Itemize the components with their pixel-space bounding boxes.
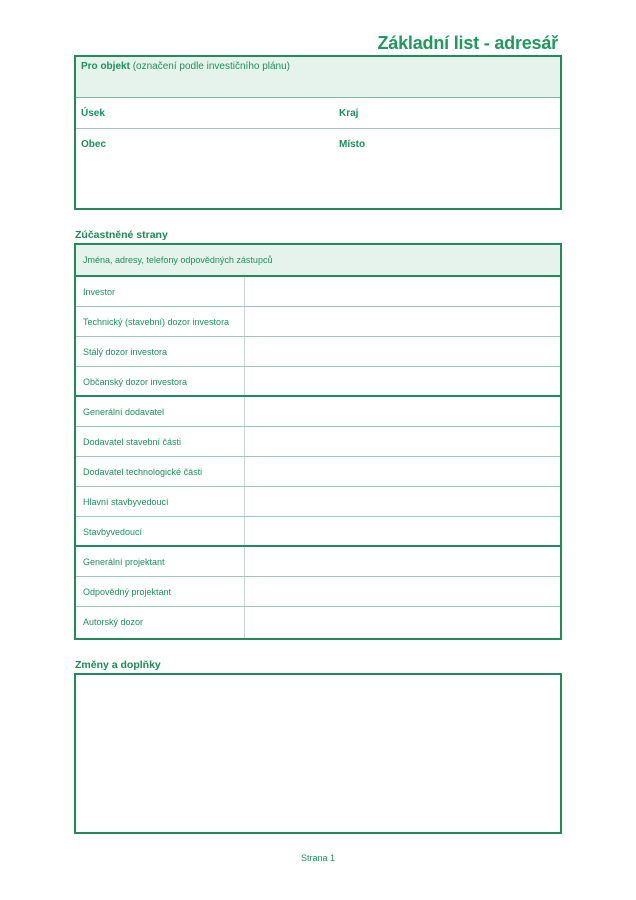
table-row[interactable] (76, 367, 560, 397)
parties-table (74, 243, 562, 640)
page-number: Strana 1 (300, 853, 336, 863)
row-label: Investor (83, 287, 116, 297)
obec-label: Obec (81, 139, 107, 150)
kraj-field[interactable] (376, 98, 560, 128)
row-label: Autorský dozor (83, 617, 144, 627)
misto-label: Místo (339, 139, 366, 150)
changes-textarea[interactable] (74, 673, 562, 834)
row-label: Dodavatel stavební části (83, 437, 182, 447)
object-header-note: (označení podle investičního plánu) (132, 61, 291, 72)
changes-heading: Změny a doplňky (75, 659, 161, 671)
parties-table-header (76, 245, 560, 277)
page-title: Základní list - adresář (377, 33, 558, 53)
table-row[interactable] (76, 337, 560, 367)
obec-field[interactable] (126, 129, 326, 209)
obec-misto-row (76, 129, 560, 209)
table-row[interactable] (76, 577, 560, 607)
object-header-text (81, 61, 290, 72)
row-label: Generální projektant (83, 557, 165, 567)
row-label: Stavbyvedoucí (83, 527, 143, 537)
table-row[interactable] (76, 307, 560, 337)
object-header-bold: Pro objekt (81, 61, 130, 72)
table-row[interactable] (76, 427, 560, 457)
parties-heading: Zúčastněné strany (75, 229, 168, 241)
row-label: Stálý dozor investora (83, 347, 168, 357)
row-label: Odpovědný projektant (83, 587, 172, 597)
row-label: Dodavatel technologické části (83, 467, 203, 477)
row-label: Generální dodavatel (83, 407, 165, 417)
table-row[interactable] (76, 607, 560, 637)
row-label: Technický (stavební) dozor investora (83, 317, 230, 327)
usek-field[interactable] (126, 98, 326, 128)
row-label: Hlavní stavbyvedoucí (83, 497, 169, 507)
object-info-box (74, 55, 562, 210)
table-row[interactable] (76, 487, 560, 517)
object-header[interactable] (76, 57, 560, 98)
table-row[interactable] (76, 517, 560, 547)
kraj-label: Kraj (339, 108, 359, 119)
row-label: Občanský dozor investora (83, 377, 188, 387)
usek-kraj-row (76, 98, 560, 129)
table-row[interactable] (76, 277, 560, 307)
table-row[interactable] (76, 397, 560, 427)
misto-field[interactable] (376, 129, 560, 209)
table-row[interactable] (76, 547, 560, 577)
usek-label: Úsek (81, 108, 105, 119)
parties-table-header-text: Jména, adresy, telefony odpovědných zástupců (83, 255, 273, 265)
table-row[interactable] (76, 457, 560, 487)
